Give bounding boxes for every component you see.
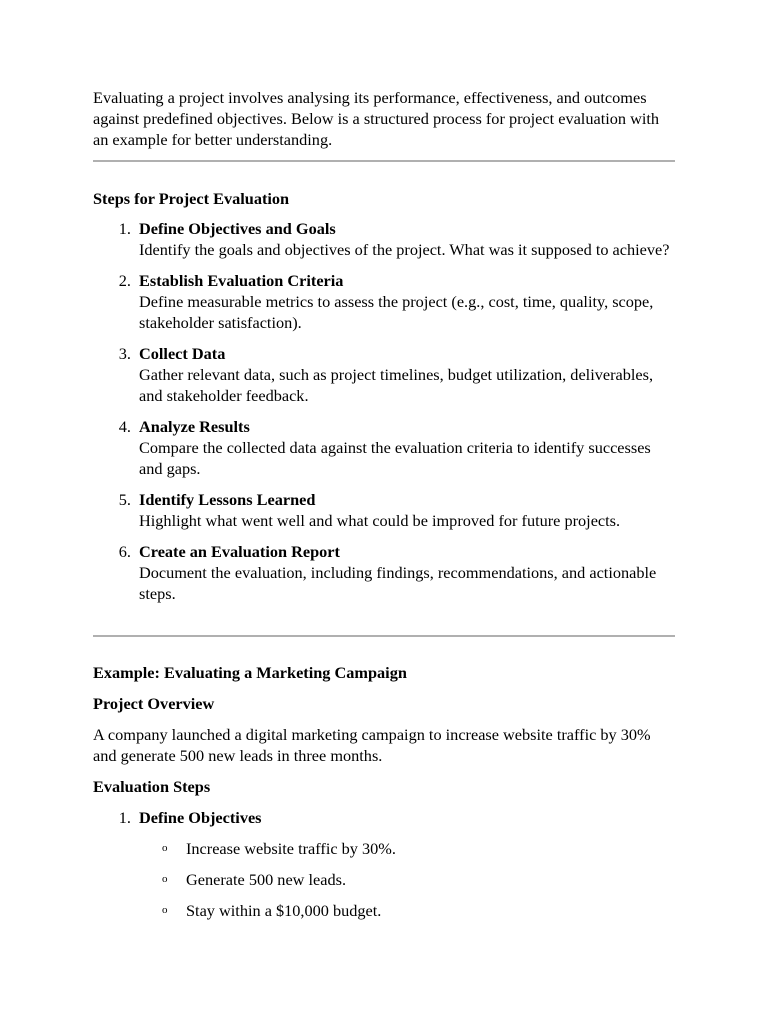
section-divider xyxy=(93,635,675,637)
objective-item xyxy=(93,900,675,921)
step-title: Establish Evaluation Criteria xyxy=(139,271,344,290)
step-item xyxy=(93,489,675,531)
objectives-list xyxy=(93,838,675,931)
steps-heading: Steps for Project Evaluation xyxy=(93,189,290,208)
objective-text: Increase website traffic by 30%. xyxy=(186,839,396,858)
step-number: 4. xyxy=(118,417,131,436)
step-item xyxy=(93,416,675,479)
overview-paragraph: A company launched a digital marketing campaign to increase website traffic by 30% and generate 500 new leads in three months. xyxy=(93,725,651,765)
overview-heading: Project Overview xyxy=(93,694,215,713)
step-item xyxy=(93,343,675,406)
step-description: Identify the goals and objectives of the project. What was it supposed to achieve? xyxy=(139,240,670,259)
step-item xyxy=(93,541,675,604)
step-number: 3. xyxy=(118,344,131,363)
evaluation-steps-heading: Evaluation Steps xyxy=(93,777,211,796)
step-description: Gather relevant data, such as project timelines, budget utilization, deliverables, and stakeholder feedback. xyxy=(139,365,654,405)
objective-item xyxy=(93,869,675,890)
circle-bullet-icon: o xyxy=(162,842,168,854)
circle-bullet-icon: o xyxy=(162,873,168,885)
steps-list xyxy=(93,218,675,614)
step-description: Compare the collected data against the evaluation criteria to identify successes and gaps. xyxy=(139,438,651,478)
example-heading: Example: Evaluating a Marketing Campaign xyxy=(93,663,407,682)
step-number: 1. xyxy=(118,219,131,238)
step-number: 2. xyxy=(118,271,131,290)
step-description: Define measurable metrics to assess the project (e.g., cost, time, quality, scope, stakeholder satisfaction). xyxy=(139,292,654,332)
objective-text: Generate 500 new leads. xyxy=(186,870,347,889)
step-title: Define Objectives xyxy=(139,808,262,827)
step-description: Document the evaluation, including findings, recommendations, and actionable steps. xyxy=(139,563,657,603)
circle-bullet-icon: o xyxy=(162,904,168,916)
objective-item xyxy=(93,838,675,859)
step-title: Define Objectives and Goals xyxy=(139,219,336,238)
step-title: Analyze Results xyxy=(139,417,250,436)
step-item xyxy=(93,270,675,333)
step-title: Identify Lessons Learned xyxy=(139,490,316,509)
evaluation-step-item xyxy=(93,807,675,828)
evaluation-steps-list xyxy=(93,807,675,838)
step-title: Create an Evaluation Report xyxy=(139,542,340,561)
step-item xyxy=(93,218,675,260)
step-description: Highlight what went well and what could be improved for future projects. xyxy=(139,511,621,530)
step-number: 6. xyxy=(118,542,131,561)
intro-paragraph: Evaluating a project involves analysing its performance, effectiveness, and outcomes against predefined objectives. Below is a structured process for project evaluation with an example for better understanding. xyxy=(93,88,660,149)
step-number: 5. xyxy=(118,490,131,509)
step-number: 1. xyxy=(118,808,131,827)
step-title: Collect Data xyxy=(139,344,226,363)
section-divider xyxy=(93,160,675,162)
objective-text: Stay within a $10,000 budget. xyxy=(186,901,382,920)
